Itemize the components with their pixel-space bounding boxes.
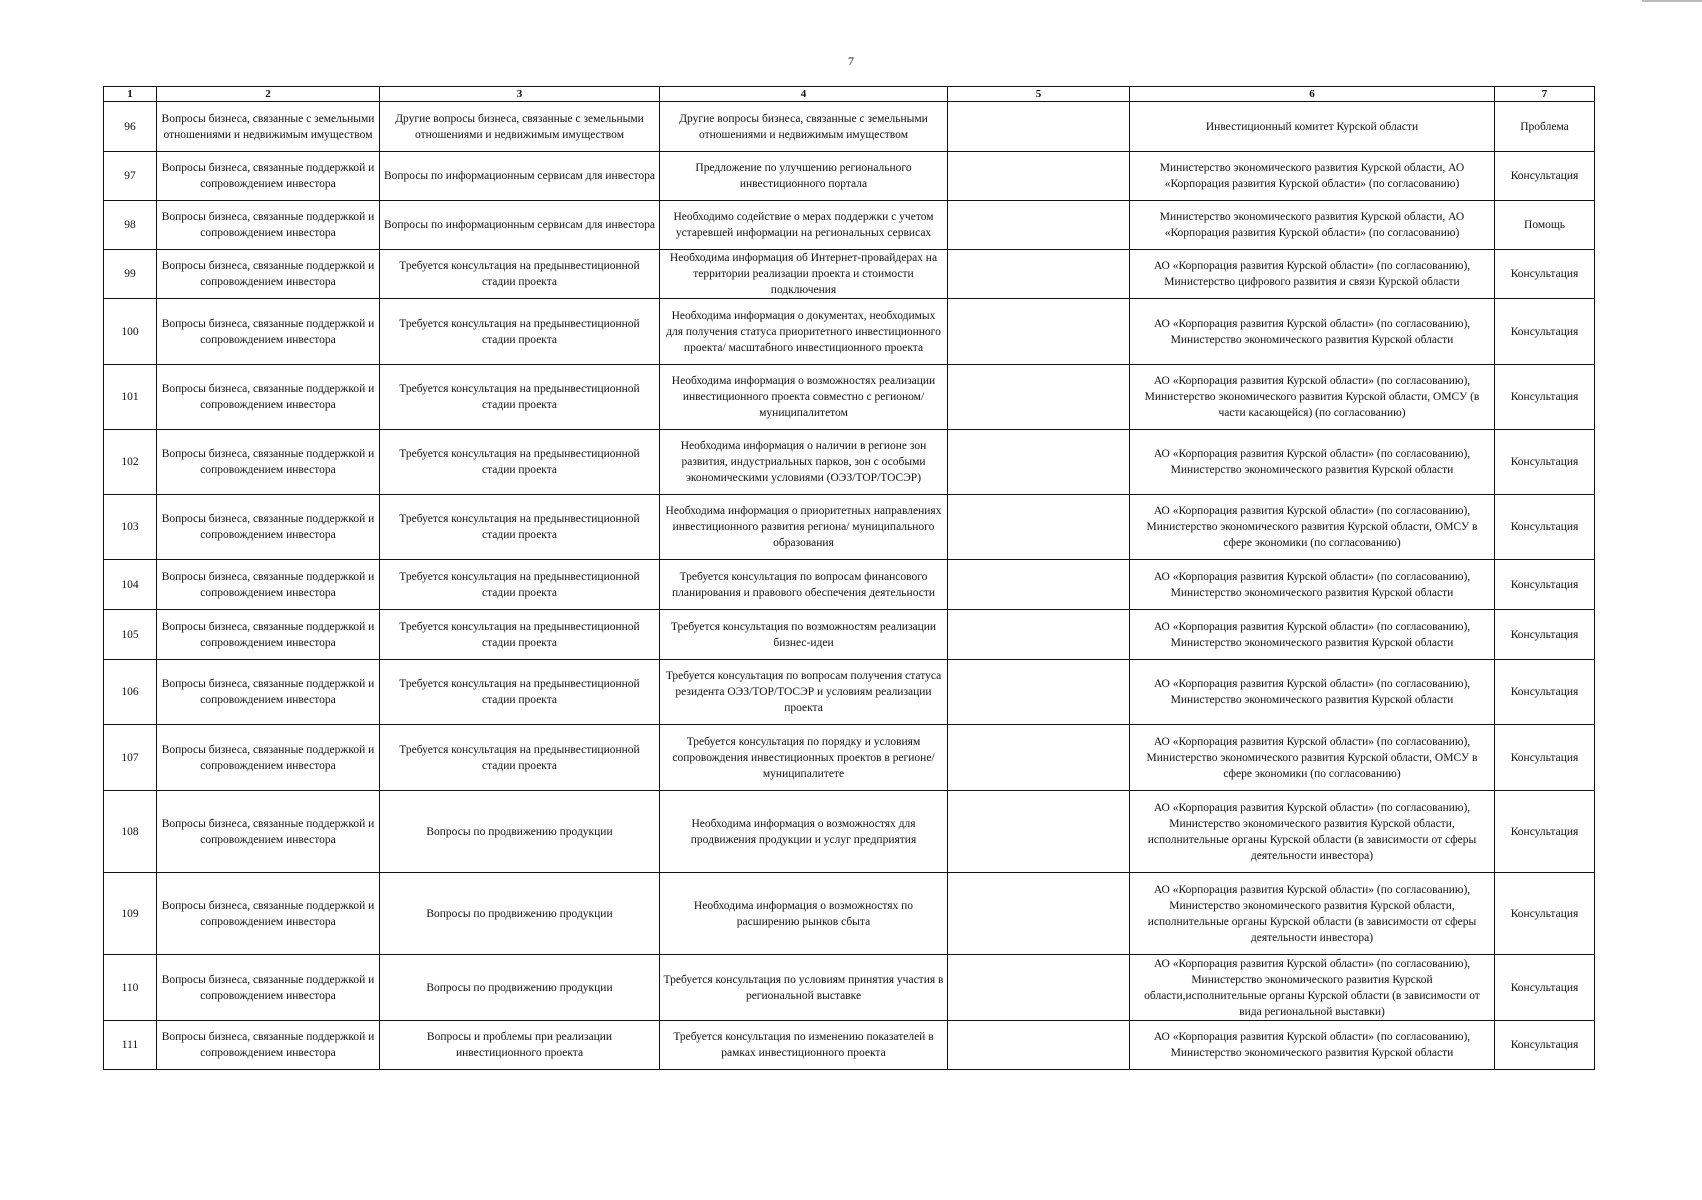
issue-category: Вопросы бизнеса, связанные поддержкой и сопровождением инвестора xyxy=(157,610,380,660)
issue-subcategory: Вопросы по продвижению продукции xyxy=(380,873,660,955)
issue-subcategory: Вопросы по продвижению продукции xyxy=(380,955,660,1021)
column-5-cell xyxy=(948,152,1130,201)
issue-description: Требуется консультация по возможностям реализации бизнес-идеи xyxy=(660,610,948,660)
column-5-cell xyxy=(948,365,1130,430)
table-row xyxy=(104,102,1595,152)
column-5-cell xyxy=(948,660,1130,725)
column-5-cell xyxy=(948,560,1130,610)
request-type: Проблема xyxy=(1495,102,1595,152)
row-number: 101 xyxy=(104,365,157,430)
issue-subcategory: Требуется консультация на предынвестиционной стадии проекта xyxy=(380,430,660,495)
issue-category: Вопросы бизнеса, связанные поддержкой и сопровождением инвестора xyxy=(157,725,380,791)
request-type: Консультация xyxy=(1495,299,1595,365)
column-5-cell xyxy=(948,955,1130,1021)
responsible-body: Министерство экономического развития Курской области, АО «Корпорация развития Курской области» (по согласованию) xyxy=(1130,152,1495,201)
issue-category: Вопросы бизнеса, связанные поддержкой и сопровождением инвестора xyxy=(157,560,380,610)
responsible-body: АО «Корпорация развития Курской области» (по согласованию), Министерство экономического развития Курской области xyxy=(1130,610,1495,660)
table-row xyxy=(104,725,1595,791)
responsible-body: Министерство экономического развития Курской области, АО «Корпорация развития Курской области» (по согласованию) xyxy=(1130,201,1495,250)
issue-subcategory: Вопросы по информационным сервисам для инвестора xyxy=(380,152,660,201)
responsible-body: АО «Корпорация развития Курской области» (по согласованию), Министерство экономического развития Курской области xyxy=(1130,560,1495,610)
issue-category: Вопросы бизнеса, связанные поддержкой и сопровождением инвестора xyxy=(157,791,380,873)
column-header-3: 3 xyxy=(380,87,660,102)
table-row xyxy=(104,660,1595,725)
request-type: Консультация xyxy=(1495,791,1595,873)
responsible-body: АО «Корпорация развития Курской области» (по согласованию), Министерство экономического развития Курской области xyxy=(1130,1021,1495,1070)
issue-description: Предложение по улучшению регионального инвестиционного портала xyxy=(660,152,948,201)
column-5-cell xyxy=(948,791,1130,873)
issue-category: Вопросы бизнеса, связанные поддержкой и сопровождением инвестора xyxy=(157,365,380,430)
table-row xyxy=(104,495,1595,560)
table-row xyxy=(104,152,1595,201)
column-header-6: 6 xyxy=(1130,87,1495,102)
issue-description: Требуется консультация по вопросам финансового планирования и правового обеспечения деятельности xyxy=(660,560,948,610)
table-row xyxy=(104,873,1595,955)
row-number: 96 xyxy=(104,102,157,152)
row-number: 106 xyxy=(104,660,157,725)
table-row xyxy=(104,201,1595,250)
row-number: 102 xyxy=(104,430,157,495)
row-number: 100 xyxy=(104,299,157,365)
issue-description: Необходима информация о возможностях реализации инвестиционного проекта совместно с регионом/муниципалитетом xyxy=(660,365,948,430)
request-type: Консультация xyxy=(1495,495,1595,560)
issue-category: Вопросы бизнеса, связанные поддержкой и сопровождением инвестора xyxy=(157,495,380,560)
responsible-body: АО «Корпорация развития Курской области» (по согласованию), Министерство экономического развития Курской области xyxy=(1130,299,1495,365)
issue-subcategory: Требуется консультация на предынвестиционной стадии проекта xyxy=(380,560,660,610)
request-type: Консультация xyxy=(1495,955,1595,1021)
request-type: Консультация xyxy=(1495,560,1595,610)
issue-description: Необходимо содействие о мерах поддержки с учетом устаревшей информации на региональных сервисах xyxy=(660,201,948,250)
table-row xyxy=(104,430,1595,495)
column-header-7: 7 xyxy=(1495,87,1595,102)
table-row xyxy=(104,250,1595,299)
responsible-body: АО «Корпорация развития Курской области» (по согласованию), Министерство экономического развития Курской области, исполнительные органы Курской области (в зависимости от сферы деятельности инвестора) xyxy=(1130,873,1495,955)
row-number: 108 xyxy=(104,791,157,873)
row-number: 107 xyxy=(104,725,157,791)
column-number-row xyxy=(104,87,1595,102)
issue-subcategory: Требуется консультация на предынвестиционной стадии проекта xyxy=(380,610,660,660)
request-type: Консультация xyxy=(1495,365,1595,430)
responsible-body: АО «Корпорация развития Курской области» (по согласованию), Министерство экономического развития Курской области, ОМСУ в сфере экономики (по согласованию) xyxy=(1130,725,1495,791)
request-type: Консультация xyxy=(1495,873,1595,955)
request-type: Консультация xyxy=(1495,250,1595,299)
issue-category: Вопросы бизнеса, связанные поддержкой и сопровождением инвестора xyxy=(157,955,380,1021)
table-row xyxy=(104,1021,1595,1070)
page-number: 7 xyxy=(848,54,854,68)
column-header-1: 1 xyxy=(104,87,157,102)
column-5-cell xyxy=(948,610,1130,660)
table-row xyxy=(104,365,1595,430)
registry-table xyxy=(103,86,1595,1070)
issue-subcategory: Вопросы по информационным сервисам для инвестора xyxy=(380,201,660,250)
responsible-body: АО «Корпорация развития Курской области» (по согласованию), Министерство цифрового развития и связи Курской области xyxy=(1130,250,1495,299)
column-5-cell xyxy=(948,250,1130,299)
issue-category: Вопросы бизнеса, связанные с земельными отношениями и недвижимым имуществом xyxy=(157,102,380,152)
issue-subcategory: Требуется консультация на предынвестиционной стадии проекта xyxy=(380,660,660,725)
issue-category: Вопросы бизнеса, связанные поддержкой и сопровождением инвестора xyxy=(157,430,380,495)
issue-description: Требуется консультация по изменению показателей в рамках инвестиционного проекта xyxy=(660,1021,948,1070)
column-header-4: 4 xyxy=(660,87,948,102)
row-number: 103 xyxy=(104,495,157,560)
scan-edge-mark xyxy=(1642,0,1702,2)
issue-description: Требуется консультация по вопросам получения статуса резидента ОЭЗ/ТОР/ТОСЭР и условиям реализации проекта xyxy=(660,660,948,725)
issue-subcategory: Требуется консультация на предынвестиционной стадии проекта xyxy=(380,725,660,791)
row-number: 109 xyxy=(104,873,157,955)
issue-category: Вопросы бизнеса, связанные поддержкой и сопровождением инвестора xyxy=(157,299,380,365)
issue-description: Необходима информация об Интернет-провайдерах на территории реализации проекта и стоимости подключения xyxy=(660,250,948,299)
column-5-cell xyxy=(948,873,1130,955)
issue-category: Вопросы бизнеса, связанные поддержкой и сопровождением инвестора xyxy=(157,1021,380,1070)
issue-category: Вопросы бизнеса, связанные поддержкой и сопровождением инвестора xyxy=(157,152,380,201)
table-row xyxy=(104,955,1595,1021)
row-number: 111 xyxy=(104,1021,157,1070)
issue-subcategory: Требуется консультация на предынвестиционной стадии проекта xyxy=(380,365,660,430)
column-5-cell xyxy=(948,430,1130,495)
issue-category: Вопросы бизнеса, связанные поддержкой и сопровождением инвестора xyxy=(157,660,380,725)
table-row xyxy=(104,610,1595,660)
column-header-5: 5 xyxy=(948,87,1130,102)
table-row xyxy=(104,299,1595,365)
issue-description: Необходима информация о возможностях для продвижения продукции и услуг предприятия xyxy=(660,791,948,873)
responsible-body: АО «Корпорация развития Курской области» (по согласованию), Министерство экономического развития Курской области xyxy=(1130,430,1495,495)
responsible-body: АО «Корпорация развития Курской области» (по согласованию), Министерство экономического развития Курской области,исполнительные органы Курской области (в зависимости от вида региональной выставки) xyxy=(1130,955,1495,1021)
table-row xyxy=(104,791,1595,873)
responsible-body: Инвестиционный комитет Курской области xyxy=(1130,102,1495,152)
request-type: Консультация xyxy=(1495,660,1595,725)
issue-description: Необходима информация о возможностях по расширению рынков сбыта xyxy=(660,873,948,955)
issue-subcategory: Требуется консультация на предынвестиционной стадии проекта xyxy=(380,299,660,365)
column-5-cell xyxy=(948,102,1130,152)
column-5-cell xyxy=(948,201,1130,250)
issue-description: Другие вопросы бизнеса, связанные с земельными отношениями и недвижимым имуществом xyxy=(660,102,948,152)
issue-description: Необходима информация о документах, необходимых для получения статуса приоритетного инвестиционного проекта/ масштабного инвестиционного проекта xyxy=(660,299,948,365)
row-number: 105 xyxy=(104,610,157,660)
issue-category: Вопросы бизнеса, связанные поддержкой и сопровождением инвестора xyxy=(157,250,380,299)
responsible-body: АО «Корпорация развития Курской области» (по согласованию), Министерство экономического развития Курской области, ОМСУ (в части касающейся) (по согласованию) xyxy=(1130,365,1495,430)
issue-description: Необходима информация о приоритетных направлениях инвестиционного развития региона/ муниципального образования xyxy=(660,495,948,560)
request-type: Консультация xyxy=(1495,725,1595,791)
issue-subcategory: Вопросы и проблемы при реализации инвестиционного проекта xyxy=(380,1021,660,1070)
row-number: 104 xyxy=(104,560,157,610)
row-number: 97 xyxy=(104,152,157,201)
column-5-cell xyxy=(948,725,1130,791)
row-number: 110 xyxy=(104,955,157,1021)
column-5-cell xyxy=(948,1021,1130,1070)
issue-subcategory: Другие вопросы бизнеса, связанные с земельными отношениями и недвижимым имуществом xyxy=(380,102,660,152)
issue-description: Требуется консультация по условиям принятия участия в региональной выставке xyxy=(660,955,948,1021)
issue-subcategory: Требуется консультация на предынвестиционной стадии проекта xyxy=(380,250,660,299)
responsible-body: АО «Корпорация развития Курской области» (по согласованию), Министерство экономического развития Курской области, ОМСУ в сфере экономики (по согласованию) xyxy=(1130,495,1495,560)
request-type: Консультация xyxy=(1495,430,1595,495)
column-header-2: 2 xyxy=(157,87,380,102)
column-5-cell xyxy=(948,495,1130,560)
row-number: 99 xyxy=(104,250,157,299)
request-type: Консультация xyxy=(1495,152,1595,201)
table-row xyxy=(104,560,1595,610)
issue-subcategory: Вопросы по продвижению продукции xyxy=(380,791,660,873)
issue-description: Необходима информация о наличии в регионе зон развития, индустриальных парков, зон с особыми экономическими условиями (ОЭЗ/ТОР/ТОСЭР) xyxy=(660,430,948,495)
request-type: Помощь xyxy=(1495,201,1595,250)
responsible-body: АО «Корпорация развития Курской области» (по согласованию), Министерство экономического развития Курской области xyxy=(1130,660,1495,725)
column-5-cell xyxy=(948,299,1130,365)
issue-category: Вопросы бизнеса, связанные поддержкой и сопровождением инвестора xyxy=(157,201,380,250)
request-type: Консультация xyxy=(1495,1021,1595,1070)
row-number: 98 xyxy=(104,201,157,250)
issue-subcategory: Требуется консультация на предынвестиционной стадии проекта xyxy=(380,495,660,560)
issue-category: Вопросы бизнеса, связанные поддержкой и сопровождением инвестора xyxy=(157,873,380,955)
responsible-body: АО «Корпорация развития Курской области» (по согласованию), Министерство экономического развития Курской области, исполнительные органы Курской области (в зависимости от сферы деятельности инвестора) xyxy=(1130,791,1495,873)
request-type: Консультация xyxy=(1495,610,1595,660)
issue-description: Требуется консультация по порядку и условиям сопровождения инвестиционных проектов в регионе/муниципалитете xyxy=(660,725,948,791)
